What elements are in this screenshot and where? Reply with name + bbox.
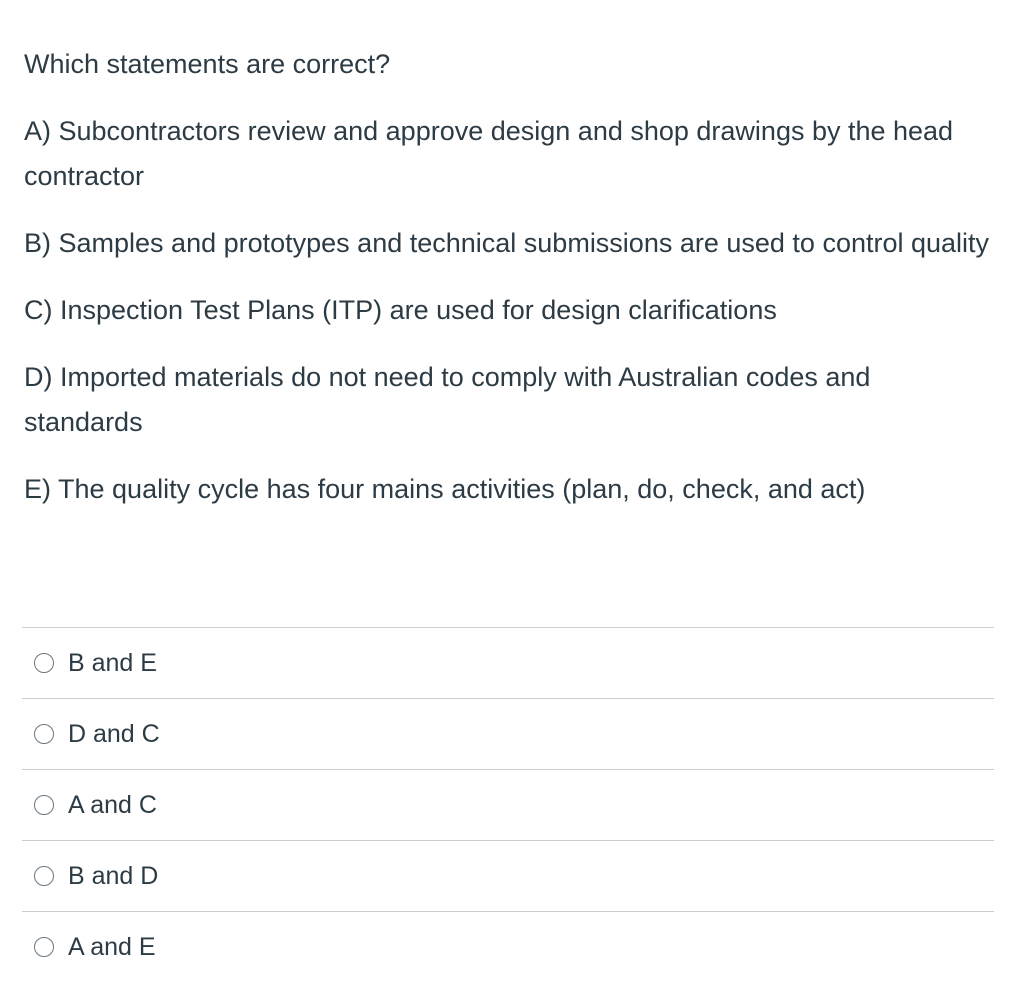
question-prompt: Which statements are correct? <box>24 49 391 79</box>
answer-label[interactable]: D and C <box>68 719 160 748</box>
radio-unselected-icon[interactable] <box>34 795 54 815</box>
radio-unselected-icon[interactable] <box>34 937 54 957</box>
statement-e: E) The quality cycle has four mains activities (plan, do, check, and act) <box>24 474 866 504</box>
statement-c: C) Inspection Test Plans (ITP) are used for design clarifications <box>24 295 777 325</box>
answer-option-3[interactable] <box>22 770 994 841</box>
answer-label[interactable]: A and E <box>68 932 156 961</box>
radio-unselected-icon[interactable] <box>34 866 54 886</box>
statement-a: A) Subcontractors review and approve design and shop drawings by the head contractor <box>24 116 954 191</box>
answer-list <box>22 627 994 982</box>
statement-b: B) Samples and prototypes and technical submissions are used to control quality <box>24 228 990 258</box>
answer-option-2[interactable] <box>22 699 994 770</box>
answer-option-1[interactable] <box>22 628 994 699</box>
radio-unselected-icon[interactable] <box>34 724 54 744</box>
answer-option-4[interactable] <box>22 841 994 912</box>
answer-label[interactable]: B and D <box>68 861 159 890</box>
answer-label[interactable]: B and E <box>68 648 157 677</box>
answer-label[interactable]: A and C <box>68 790 157 819</box>
radio-unselected-icon[interactable] <box>34 653 54 673</box>
statement-d: D) Imported materials do not need to comply with Australian codes and standards <box>24 362 871 437</box>
answer-option-5[interactable] <box>22 912 994 982</box>
question-block <box>24 42 994 512</box>
